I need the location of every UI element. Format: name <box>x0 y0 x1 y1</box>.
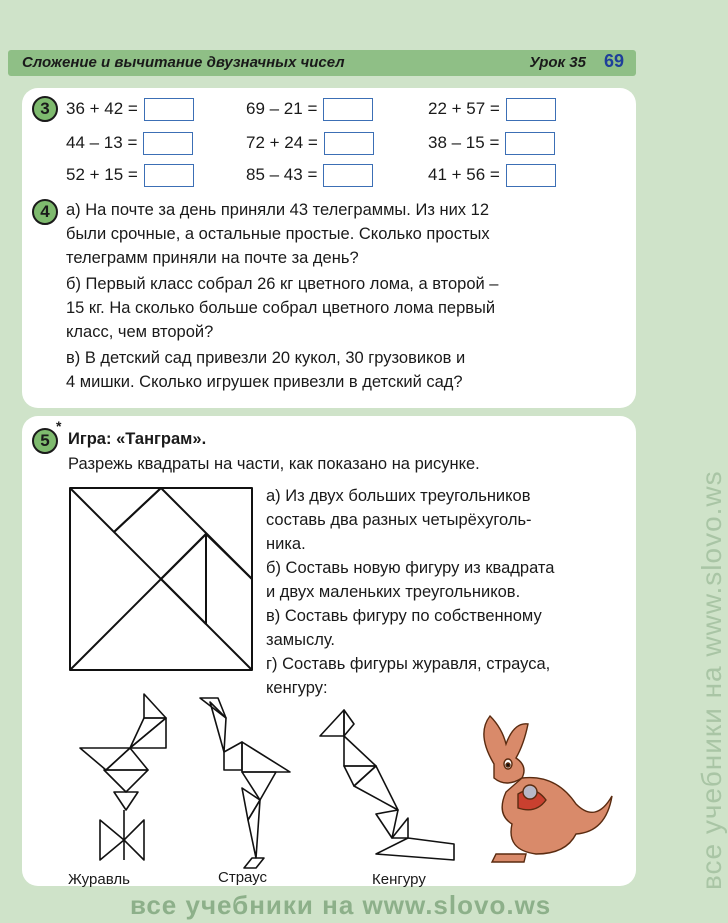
answer-box[interactable] <box>324 132 374 155</box>
kangaroo-illustration <box>466 704 616 864</box>
crane-figure <box>76 690 186 870</box>
answer-box[interactable] <box>505 132 555 155</box>
ostrich-label: Страус <box>218 869 268 886</box>
answer-box[interactable] <box>144 98 194 121</box>
task3-number-badge: 3 <box>32 96 58 122</box>
answer-box[interactable] <box>323 164 373 187</box>
page-number: 69 <box>604 51 625 71</box>
answer-box[interactable] <box>506 164 556 187</box>
bottom-watermark: все учебники на www.slovo.ws <box>130 890 552 920</box>
equation-row2-col2: 72 + 24 = <box>246 131 374 155</box>
header-bar <box>8 50 636 76</box>
ostrich-figure <box>196 692 306 872</box>
equation-row1-col1: 36 + 42 = <box>66 97 194 121</box>
answer-box[interactable] <box>143 132 193 155</box>
task4-number-badge: 4 <box>32 199 58 225</box>
kangaroo-figure <box>316 702 466 872</box>
equation-row3-col2: 85 – 43 = <box>246 163 373 187</box>
task5-title: Игра: «Танграм». <box>68 430 207 448</box>
star-mark: * <box>56 418 62 434</box>
equation-row1-col2: 69 – 21 = <box>246 97 373 121</box>
lesson-label: Урок 35 <box>529 54 586 71</box>
kangaroo-label: Кенгуру <box>372 871 426 888</box>
equation-row2-col1: 44 – 13 = <box>66 131 193 155</box>
equation-row3-col1: 52 + 15 = <box>66 163 194 187</box>
task4-part-a: а) На почте за день приняли 43 телеграммы. Из них 12 были срочные, а остальные простые. Сколько простых телеграмм приняли на почте за день? <box>66 201 490 267</box>
task4-part-c: в) В детский сад привезли 20 кукол, 30 грузовиков и 4 мишки. Сколько игрушек привезли в детский сад? <box>66 349 466 391</box>
equation-row1-col3: 22 + 57 = <box>428 97 556 121</box>
task5-instructions: а) Из двух больших треугольников составь два разных четырёхуголь- ника. б) Составь новую фигуру из квадрата и двух маленьких треугольников. в) Составь фигуру по собственному замыслу. г) Составь фигуры журавля, страуса, кенгуру: <box>266 487 555 697</box>
task5-number-badge: 5 <box>32 428 58 454</box>
equation-row2-col3: 38 – 15 = <box>428 131 555 155</box>
crane-label: Журавль <box>68 871 130 888</box>
answer-box[interactable] <box>144 164 194 187</box>
task5-intro: Разрежь квадраты на части, как показано на рисунке. <box>68 455 480 473</box>
vertical-watermark: все учебники на www.slovo.ws <box>696 470 727 890</box>
tangram-square-diagram <box>66 484 256 674</box>
answer-box[interactable] <box>323 98 373 121</box>
answer-box[interactable] <box>506 98 556 121</box>
task4-part-b: б) Первый класс собрал 26 кг цветного лома, а второй – 15 кг. На сколько больше собрал цветного лома первый класс, чем второй? <box>66 275 499 341</box>
equation-row3-col3: 41 + 56 = <box>428 163 556 187</box>
section-title: Сложение и вычитание двузначных чисел <box>22 54 345 71</box>
